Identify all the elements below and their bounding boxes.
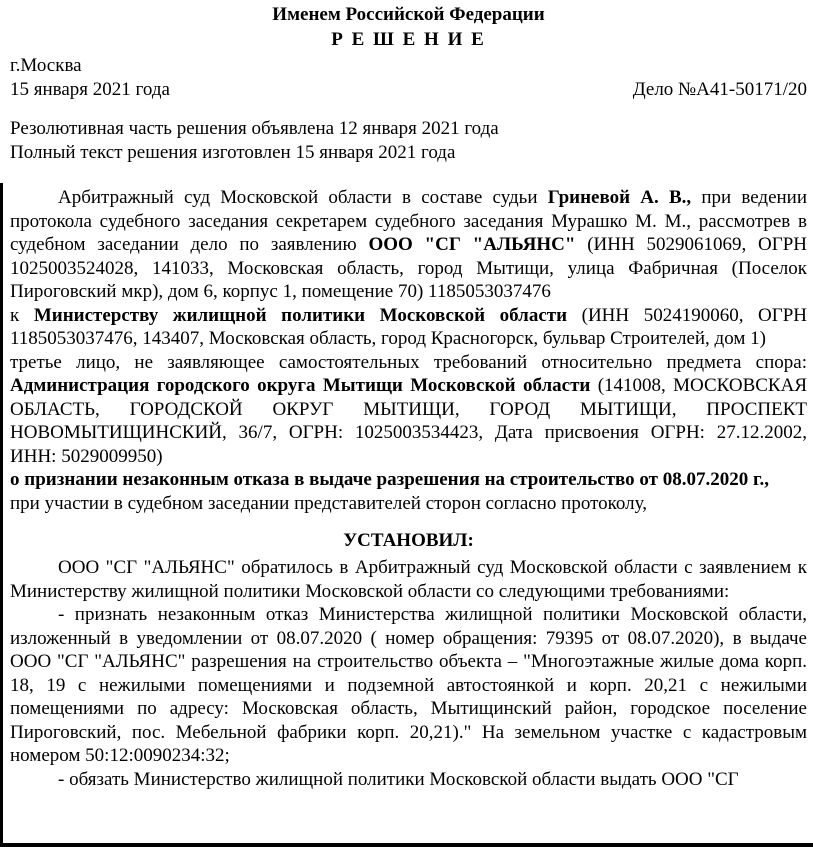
meta-full-text-produced: Полный текст решения изготовлен 15 января 2021 года [10,141,456,163]
bottom-border-line [0,843,813,847]
meta-city: г.Москва [10,55,82,76]
meta-date: 15 января 2021 года [10,78,170,100]
paragraph-attendance: при участии в судебном заседании представителей сторон согласно протоколу, [10,492,647,514]
paragraph-third-party: третье лицо, не заявляющее самостоятельных требований относительно предмета спора: Администрация городского округа Мытищи Московской области (141008, МОСКОВСКАЯ ОБЛАСТЬ, ГОРОДСКОЙ ОКРУГ МЫТИЩИ, ГОРОД МЫТИЩИ, ПРОСПЕКТ НОВОМЫТИЩИНСКИЙ, 36/7, ОГРН: 1025003534423, Дата присвоения ОГРН: 27.12.2002, ИНН: 5029009950) [10,351,807,467]
paragraph-court-composition: Арбитражный суд Московской области в составе судьи Гриневой А. В., при ведении протокола судебного заседания секретарем судебного заседания Мурашко М. М., рассмотрев в судебном заседании дело по заявлению ООО "СГ "АЛЬЯНС" (ИНН 5029061069, ОГРН 1025003524028, 141033, Московская область, город Мытищи, улица Фабричная (Поселок Пироговский мкр), дом 6, корпус 1, помещение 70) 1185053037476 [10,187,808,302]
paragraph-claim-intro: ООО "СГ "АЛЬЯНС" обратилось в Арбитражный суд Московской области с заявлением к Министерству жилищной политики Московской области со следующими требованиями: [10,557,807,602]
left-border-line [0,183,3,847]
meta-date-case-row [10,78,807,102]
paragraph-case-subject: о признании незаконным отказа в выдаче разрешения на строительство от 08.07.2020 г., [10,469,769,490]
paragraph-claim-recognize: - признать незаконным отказ Министерства жилищной политики Московской области, изложенный в уведомлении от 08.07.2020 ( номер обращения: 79395 от 08.07.2020), в выдаче ООО "СГ "АЛЬЯНС" разрешения на строительство объекта – "Многоэтажные жилые дома корп. 18, 19 с нежилыми помещениями и подземной автостоянкой и корп. 20,21 с нежилыми помещениями по адресу: Московская область, Мытищинский район, городское поселение Пироговский, пос. Мебельной фабрики корп. 20,21)." На земельном участке с кадастровым номером 50:12:0090234:32; [10,604,807,766]
meta-resolutive-announced: Резолютивная часть решения объявлена 12 января 2021 года [10,118,499,139]
established-heading: УСТАНОВИЛ: [343,530,474,551]
paragraph-respondent: к Министерству жилищной политики Московской области (ИНН 5024190060, ОГРН 1185053037476, 143407, Московская область, город Красногорск, бульвар Строителей, дом 1) [10,304,808,349]
header-decision-title: Р Е Ш Е Н И Е [331,29,486,50]
meta-case-number: Дело №А41-50171/20 [632,78,807,100]
header-in-the-name: Именем Российской Федерации [272,4,545,25]
paragraph-claim-oblige: - обязать Министерство жилищной политики Московской области выдать ООО "СГ [58,768,739,790]
